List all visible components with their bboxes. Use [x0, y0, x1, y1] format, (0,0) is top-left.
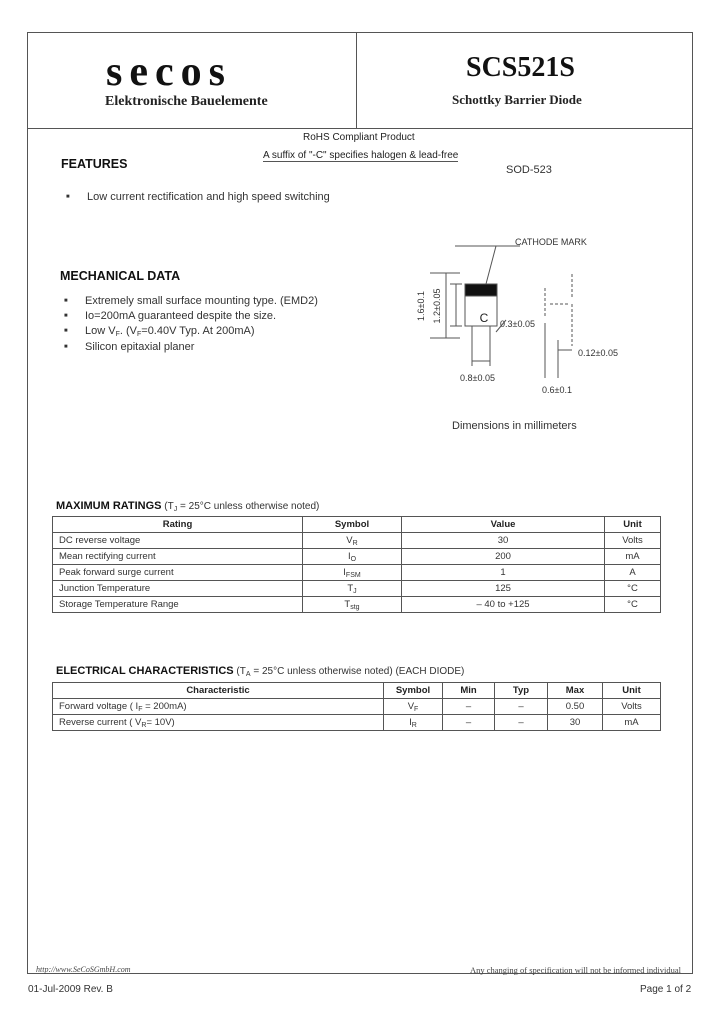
part-type: Schottky Barrier Diode: [452, 92, 582, 107]
table-row: [53, 565, 661, 581]
col-min: Min: [443, 683, 495, 699]
cell-rating: DC reverse voltage: [53, 533, 303, 549]
rohs-note: RoHS Compliant Product: [303, 132, 415, 143]
package-name: SOD-523: [506, 164, 552, 176]
company-logo: secos: [106, 49, 232, 95]
col-unit: Unit: [605, 517, 661, 533]
part-number: SCS521S: [466, 52, 575, 83]
table-row: [53, 581, 661, 597]
electrical-heading: ELECTRICAL CHARACTERISTICS ($T_A = 25^\circ C$ unless otherwise noted) (EACH DIODE): [56, 665, 465, 678]
cell-typ: –: [495, 699, 548, 715]
cell-max: 30: [548, 715, 603, 731]
cell-symbol: $T_{stg}$: [303, 597, 402, 613]
cell-symbol: $I_{FSM}$: [303, 565, 402, 581]
cell-symbol: $T_J$: [303, 581, 402, 597]
company-tagline: Elektronische Bauelemente: [105, 94, 268, 109]
cell-value: 125: [402, 581, 605, 597]
cathode-mark-label: CATHODE MARK: [515, 237, 587, 247]
cell-value: 200: [402, 549, 605, 565]
col-rating: Rating: [53, 517, 303, 533]
max-ratings-table: [52, 516, 661, 613]
mechanical-item-lowvf: ■ Low $V_F$. ($V_F=0.40V$ Typ. At 200mA): [85, 325, 255, 338]
footer-page: Page 1 of 2: [640, 984, 692, 995]
halogen-note: A suffix of "-C" specifies halogen & lead-free: [263, 150, 459, 161]
cell-value: 30: [402, 533, 605, 549]
max-ratings-heading: MAXIMUM RATINGS ($T_J = 25^\circ C$ unless otherwise noted): [56, 500, 320, 513]
cell-unit: mA: [603, 715, 661, 731]
dim-0-12: 0.12±0.05: [578, 348, 618, 358]
dimensions-note: Dimensions in millimeters: [452, 420, 577, 432]
cell-symbol: $V_R$: [303, 533, 402, 549]
cell-min: –: [443, 699, 495, 715]
col-max: Max: [548, 683, 603, 699]
table-row: [53, 699, 661, 715]
dim-0-6: 0.6±0.1: [542, 385, 572, 395]
col-symbol: Symbol: [384, 683, 443, 699]
mechanical-item: ■ Silicon epitaxial planer: [85, 341, 194, 353]
cell-max: 0.50: [548, 699, 603, 715]
cell-unit: °C: [605, 581, 661, 597]
cell-symbol: $I_O$: [303, 549, 402, 565]
mechanical-item: ■ Extremely small surface mounting type. (EMD2): [85, 295, 318, 307]
table-row: [53, 533, 661, 549]
col-value: Value: [402, 517, 605, 533]
cell-unit: °C: [605, 597, 661, 613]
header-divider: [27, 128, 693, 129]
mechanical-item: ■ Io=200mA guaranteed despite the size.: [85, 310, 276, 322]
col-unit: Unit: [603, 683, 661, 699]
col-characteristic: Characteristic: [53, 683, 384, 699]
table-row: [53, 549, 661, 565]
features-title: FEATURES: [61, 157, 128, 171]
cell-unit: Volts: [603, 699, 661, 715]
table-header-row: [53, 683, 661, 699]
cell-value: – 40 to +125: [402, 597, 605, 613]
cell-rating: Mean rectifying current: [53, 549, 303, 565]
col-symbol: Symbol: [303, 517, 402, 533]
dim-0-8: 0.8±0.05: [460, 373, 495, 383]
electrical-table: [52, 682, 661, 731]
cell-unit: A: [605, 565, 661, 581]
cell-symbol: $V_F$: [384, 699, 443, 715]
feature-item: ■ Low current rectification and high speed switching: [87, 191, 330, 203]
marking-code: C: [479, 311, 489, 325]
dim-1-2: 1.2±0.05: [432, 288, 442, 324]
footer-date-rev: 01-Jul-2009 Rev. B: [28, 984, 113, 995]
footer-disclaimer: Any changing of specification will not be informed individual: [470, 965, 682, 975]
table-row: [53, 715, 661, 731]
cell-typ: –: [495, 715, 548, 731]
cell-characteristic: Reverse current ( $V_R= 10V$): [53, 715, 384, 731]
cell-rating: Storage Temperature Range: [53, 597, 303, 613]
cell-rating: Peak forward surge current: [53, 565, 303, 581]
dim-1-6: 1.6±0.1: [416, 291, 426, 321]
header-vertical-divider: [356, 32, 357, 129]
mechanical-title: MECHANICAL DATA: [60, 269, 181, 283]
cell-value: 1: [402, 565, 605, 581]
cell-symbol: $I_R$: [384, 715, 443, 731]
col-typ: Typ: [495, 683, 548, 699]
cell-rating: Junction Temperature: [53, 581, 303, 597]
cell-unit: mA: [605, 549, 661, 565]
cell-characteristic: Forward voltage ( $I_F = 200mA$): [53, 699, 384, 715]
dim-0-3: 0.3±0.05: [500, 319, 535, 329]
cell-unit: Volts: [605, 533, 661, 549]
cell-min: –: [443, 715, 495, 731]
table-row: [53, 597, 661, 613]
footer-url[interactable]: http://www.SeCoSGmbH.com: [36, 965, 131, 974]
package-outline-diagram: [400, 228, 660, 408]
table-header-row: [53, 517, 661, 533]
